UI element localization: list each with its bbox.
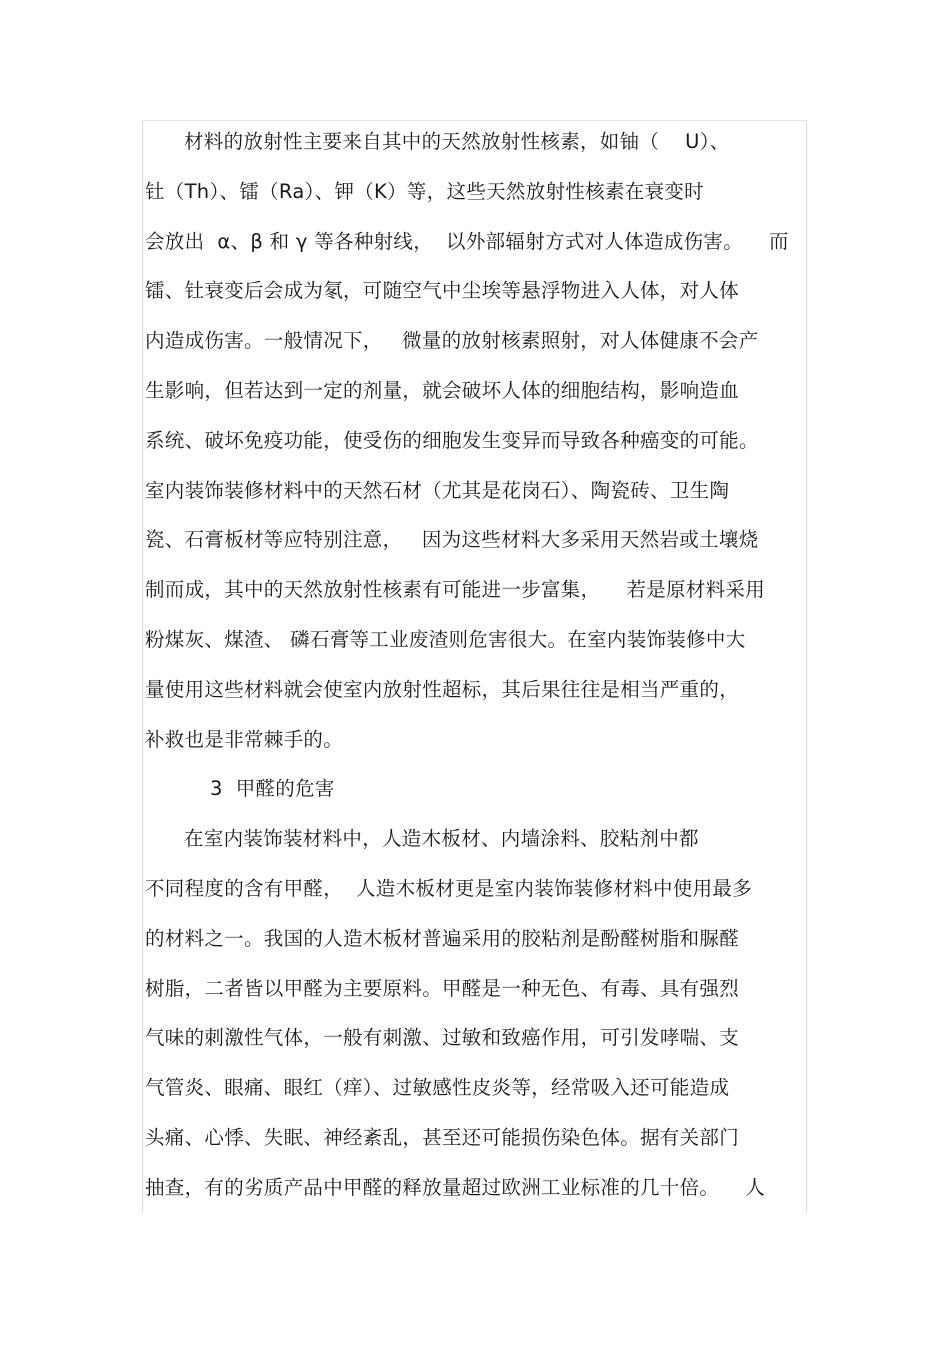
text-line: 制而成，其中的天然放射性核素有可能进一步富集， 若是原材料采用 — [145, 578, 765, 602]
text-line: 抽查，有的劣质产品中甲醛的释放量超过欧洲工业标准的几十倍。 人 — [145, 1175, 765, 1199]
text-line: 补救也是非常棘手的。 — [145, 727, 344, 751]
text-line: 镭、钍衰变后会成为氡，可随空气中尘埃等悬浮物进入人体，对人体 — [145, 279, 740, 303]
text-line: 树脂，二者皆以甲醛为主要原料。甲醛是一种无色、有毒、具有强烈 — [145, 976, 740, 1000]
page-frame-left — [142, 120, 143, 1212]
text-line: 室内装饰装修材料中的天然石材（尤其是花岗石）、陶瓷砖、卫生陶 — [145, 478, 730, 502]
document-body — [145, 117, 815, 1213]
text-line: 气管炎、眼痛、眼红（痒）、过敏感性皮炎等，经常吸入还可能造成 — [145, 1076, 730, 1100]
text-line: 系统、破坏免疫功能，使受伤的细胞发生变异而导致各种癌变的可能。 — [145, 428, 759, 452]
text-line: 内造成伤害。一般情况下， 微量的放射核素照射，对人体健康不会产 — [145, 329, 759, 353]
text-line: 在室内装饰装材料中，人造木板材、内墙涂料、胶粘剂中都 — [145, 827, 699, 851]
text-line: 会放出 α、β 和 γ 等各种射线， 以外部辐射方式对人体造成伤害。 而 — [145, 229, 789, 253]
text-line: 不同程度的含有甲醛， 人造木板材更是室内装饰装修材料中使用最多 — [145, 876, 752, 900]
text-line: 生影响，但若达到一定的剂量，就会破坏人体的细胞结构，影响造血 — [145, 378, 740, 402]
text-line: 头痛、心悸、失眠、神经紊乱，甚至还可能损伤染色体。据有关部门 — [145, 1125, 740, 1149]
text-line: 粉煤灰、煤渣、 磷石膏等工业废渣则危害很大。在室内装饰装修中大 — [145, 627, 746, 651]
text-line: 气味的刺激性气体，一般有刺激、过敏和致癌作用，可引发哮喘、支 — [145, 1026, 740, 1050]
text-line: 的材料之一。我国的人造木板材普遍采用的胶粘剂是酚醛树脂和脲醛 — [145, 926, 740, 950]
text-line: 材料的放射性主要来自其中的天然放射性核素，如铀（ U）、 — [145, 130, 730, 153]
text-line: 量使用这些材料就会使室内放射性超标，其后果往往是相当严重的， — [145, 677, 740, 701]
text-line: 瓷、石膏板材等应特别注意， 因为这些材料大多采用天然岩或土壤烧 — [145, 528, 759, 552]
section-heading: 3 甲醛的危害 — [145, 777, 335, 801]
text-line: 钍（Th）、镭（Ra）、钾（K）等，这些天然放射性核素在衰变时 — [145, 179, 704, 203]
